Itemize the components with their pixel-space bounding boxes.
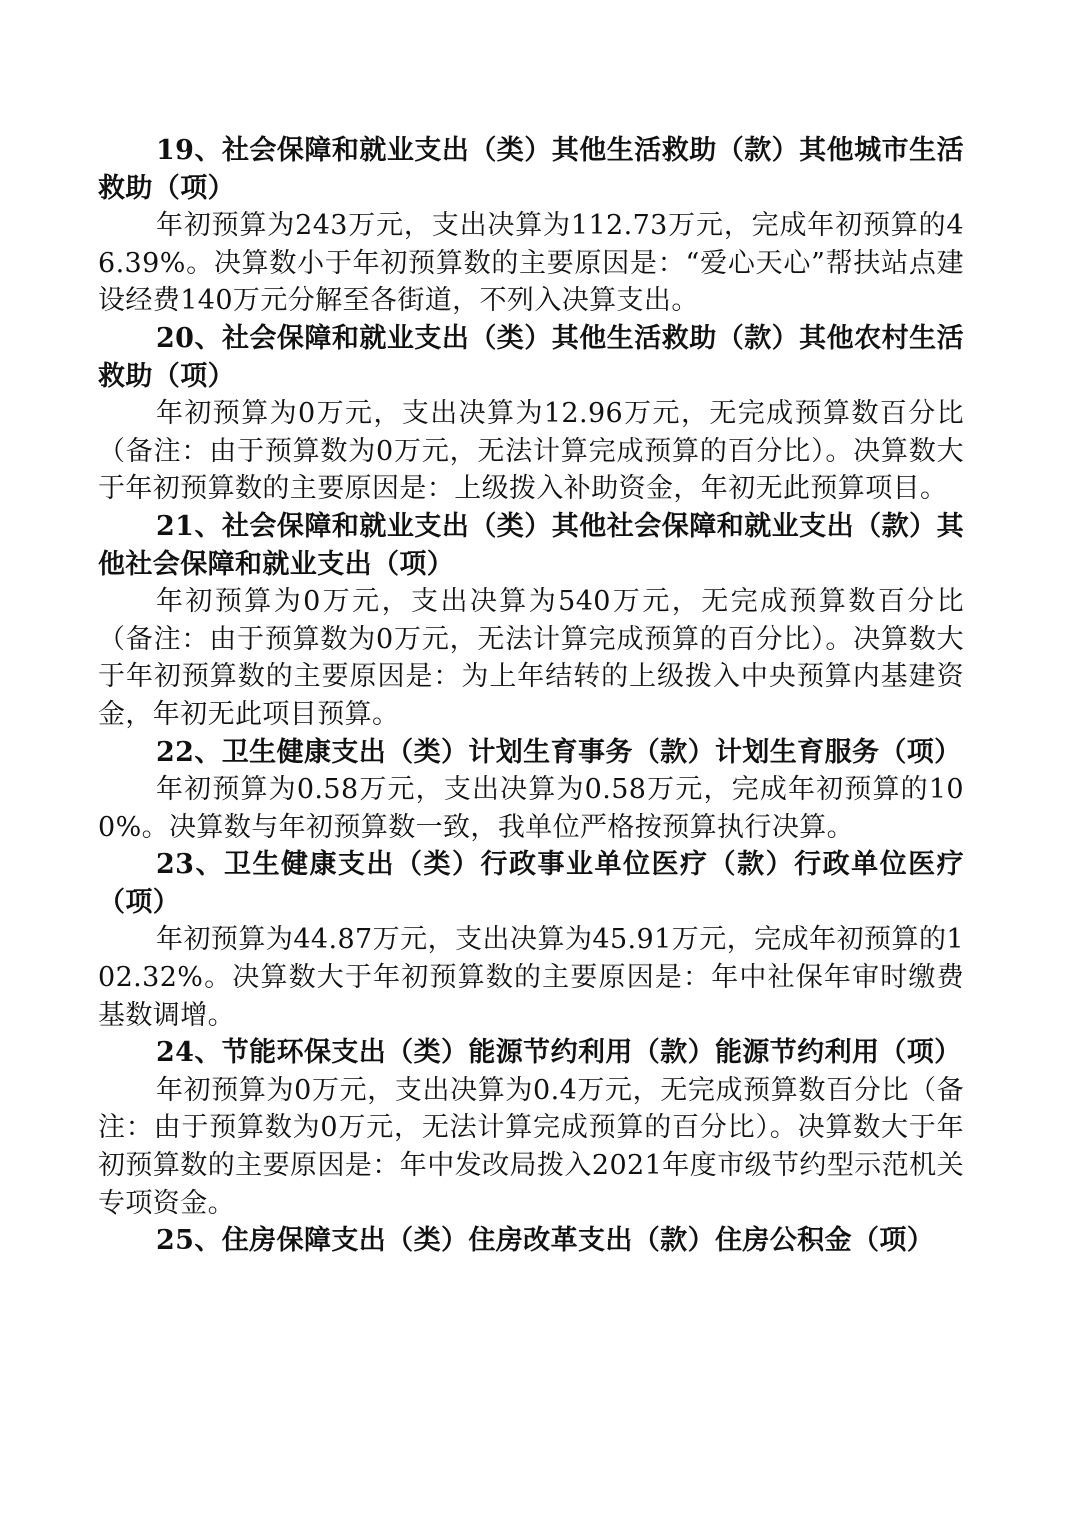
section-heading-19: 19、社会保障和就业支出（类）其他生活救助（款）其他城市生活救助（项） <box>98 135 964 204</box>
section-heading-22: 22、卫生健康支出（类）计划生育事务（款）计划生育服务（项） <box>156 736 962 768</box>
section-heading-21: 21、社会保障和就业支出（类）其他社会保障和就业支出（款）其他社会保障和就业支出（项） <box>98 510 964 580</box>
section-body-22: 年初预算为0.58万元，支出决算为0.58万元，完成年初预算的100%。决算数与年初预算数一致，我单位严格按预算执行决算。 <box>98 774 964 843</box>
section-body-19: 年初预算为243万元，支出决算为112.73万元，完成年初预算的46.39%。决算数小于年初预算数的主要原因是：“爱心天心”帮扶站点建设经费140万元分解至各街道，不列入决算支出。 <box>98 210 964 317</box>
section-body-20: 年初预算为0万元，支出决算为12.96万元，无完成预算数百分比（备注：由于预算数为0万元，无法计算完成预算的百分比）。决算数大于年初预算数的主要原因是：上级拨入补助资金，年初无此预算项目。 <box>98 398 964 505</box>
document-body <box>98 132 964 1260</box>
section-heading-25: 25、住房保障支出（类）住房改革支出（款）住房公积金（项） <box>156 1225 935 1257</box>
section-heading-20: 20、社会保障和就业支出（类）其他生活救助（款）其他农村生活救助（项） <box>98 322 964 392</box>
section-heading-23: 23、卫生健康支出（类）行政事业单位医疗（款）行政单位医疗（项） <box>98 849 964 918</box>
section-body-24: 年初预算为0万元，支出决算为0.4万元，无完成预算数百分比（备注：由于预算数为0万元，无法计算完成预算的百分比）。决算数大于年初预算数的主要原因是：年中发改局拨入2021年度市级节约型示范机关专项资金。 <box>98 1074 964 1219</box>
section-body-21: 年初预算为0万元，支出决算为540万元，无完成预算数百分比（备注：由于预算数为0万元，无法计算完成预算的百分比）。决算数大于年初预算数的主要原因是：为上年结转的上级拨入中央预算内基建资金，年初无此项目预算。 <box>98 586 964 730</box>
section-body-23: 年初预算为44.87万元，支出决算为45.91万元，完成年初预算的102.32%。决算数大于年初预算数的主要原因是：年中社保年审时缴费基数调增。 <box>98 924 964 1031</box>
section-heading-24: 24、节能环保支出（类）能源节约利用（款）能源节约利用（项） <box>156 1037 962 1069</box>
